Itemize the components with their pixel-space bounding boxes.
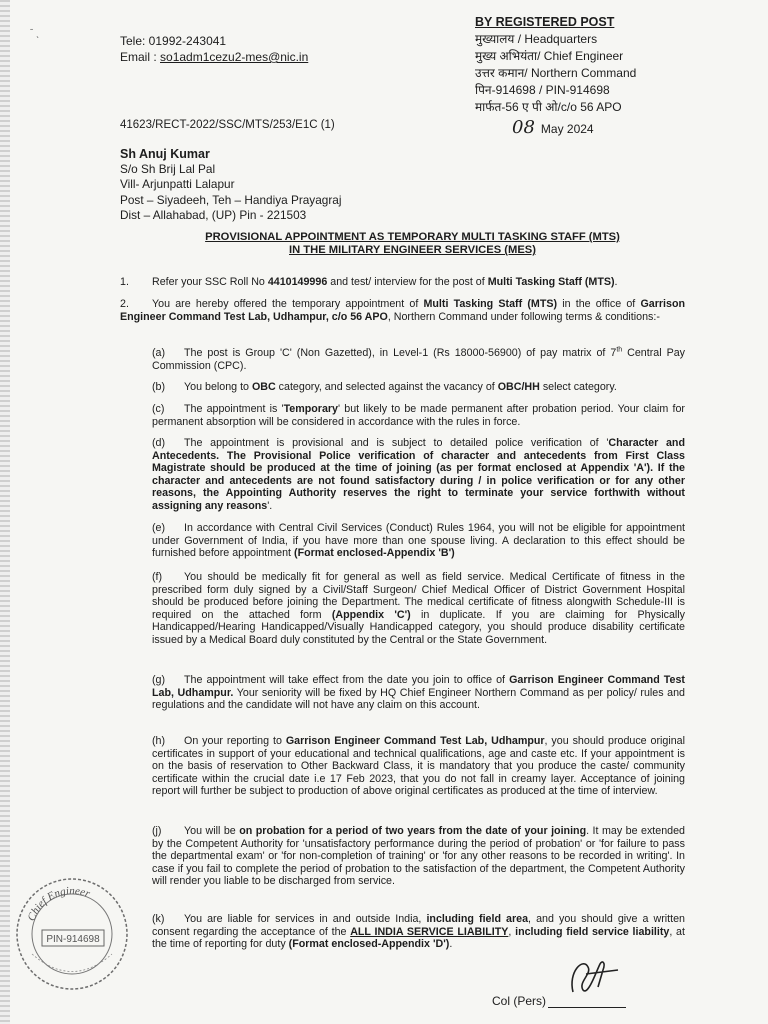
condition-label: (e) (152, 522, 166, 534)
paragraph-2 (120, 298, 685, 323)
condition-label: (g) (152, 674, 166, 686)
signature-line (548, 1007, 626, 1008)
address-line: S/o Sh Brij Lal Pal (120, 162, 216, 177)
address-line: Vill- Arjunpatti Lalapur (120, 177, 235, 192)
email-line (120, 49, 308, 65)
contact-block (120, 33, 308, 65)
date-month-year: May 2024 (540, 122, 594, 136)
probation-period: on probation for a period of two years from the date of your joining (239, 825, 587, 837)
condition-label: (j) (152, 825, 162, 837)
hq-line: मुख्यालय / Headquarters (475, 32, 598, 46)
para-text: and test/ interview for the post of (327, 276, 488, 288)
condition-bold-text: Character and Antecedents. The Provisional Police verification of character and antecedents from First Class Magistrate should be produced at the time of joining (as per format enclosed at Appendix 'A'). If the character and antecedents are not found satisfactory during / in police verification or for any other reasons, the Appointing Authority reserves the right to terminate your service forthwith without assigning any reasons (152, 437, 685, 512)
condition-text: . (449, 938, 453, 951)
condition-text: Central Pay Commission (CPC). (152, 347, 685, 372)
appendix-reference: (Format enclosed-Appendix 'D') (288, 938, 450, 951)
para-text: You are hereby offered the temporary appointment of (152, 298, 424, 310)
condition-label: (k) (152, 913, 165, 925)
condition-k (152, 913, 685, 951)
condition-text: The post is Group 'C' (Non Gazetted), in Level-1 (Rs 18000-56900) of pay matrix of 7 (184, 347, 617, 359)
signatory-designation: Col (Pers) (492, 994, 547, 1008)
stamp-text: Chief Engineer (25, 884, 92, 923)
condition-label: (a) (152, 347, 166, 359)
para-number: 1. (120, 276, 129, 288)
post-name: Multi Tasking Staff (MTS) (423, 298, 558, 310)
svg-text:Chief Engineer (26, 885, 93, 923)
para-text: , Northern Command under following terms & conditions:- (387, 310, 660, 323)
condition-text: You belong to (184, 381, 252, 393)
condition-text: On your reporting to (184, 735, 286, 747)
condition-text: The appointment will take effect from the date you join to office of (184, 674, 510, 686)
para-number: 2. (120, 298, 129, 310)
hq-line: मुख्य अभियंता/ Chief Engineer (475, 49, 624, 63)
subject-heading (120, 231, 705, 257)
service-liability: ALL INDIA SERVICE LIABILITY (350, 925, 509, 938)
recipient-name: Sh Anuj Kumar (120, 147, 210, 161)
email-address[interactable]: so1adm1cezu2-mes@nic.in (160, 50, 309, 64)
registered-post-label: BY REGISTERED POST (475, 15, 615, 29)
condition-text: You will be (184, 825, 240, 837)
condition-g (152, 674, 685, 712)
condition-text: , you should produce original certificates in support of your educational and technical qualifications, age and caste etc. If your appointment is on the basis of reservation to Other Backward Class, it is mandatory that you produce the caste/ community certificate within the crucial date i.e 17 Feb 2023, that you do not fall in creamy layer. Acceptance of joining report will further be subject to production of above original certificates as produced at the time of interview. (152, 735, 685, 798)
condition-j (152, 825, 685, 888)
condition-label: (d) (152, 437, 166, 449)
condition-text: , (508, 925, 516, 938)
condition-label: (c) (152, 403, 165, 415)
letter-date (512, 117, 594, 138)
condition-b (152, 381, 685, 394)
condition-text: '. (267, 499, 273, 512)
vacancy-category: OBC/HH (497, 381, 540, 393)
scan-edge (0, 0, 10, 1024)
appendix-reference: (Format enclosed-Appendix 'B') (294, 547, 455, 560)
recipient-address (120, 147, 341, 223)
condition-text: category, and selected against the vacancy of (275, 381, 498, 393)
condition-text: ' but likely to be made permanent after probation period. Your claim for permanent absorption will be considered in accordance with the rules in force. (152, 403, 685, 428)
field-area: including field area (426, 913, 529, 925)
subject-line-2: IN THE MILITARY ENGINEER SERVICES (MES) (289, 244, 536, 256)
condition-text: In accordance with Central Civil Services (Conduct) Rules 1964, you will not be eligible for appointment under Government of India, if you have more than one spouse living. A declaration to this effect should be furnished before appointment (152, 522, 685, 560)
hq-line: पिन-914698 / PIN-914698 (475, 83, 610, 97)
office-name: Garrison Engineer Command Test Lab, Udhampur (285, 735, 545, 747)
hq-line: उत्तर कमान/ Northern Command (475, 66, 637, 80)
condition-label: (b) (152, 381, 166, 393)
address-line: Dist – Allahabad, (UP) Pin - 221503 (120, 207, 307, 222)
condition-a (152, 347, 685, 372)
hq-line: मार्फत-56 ए पी ओ/c/o 56 APO (475, 100, 622, 114)
condition-label: (h) (152, 735, 166, 747)
para-text: Refer your SSC Roll No (152, 276, 268, 288)
roll-number: 4410149996 (267, 276, 328, 288)
condition-text: select category. (539, 381, 617, 393)
post-name: Multi Tasking Staff (MTS) (487, 276, 615, 288)
para-text: . (614, 276, 618, 288)
temporary-label: Temporary (283, 403, 339, 415)
stamp-pin: PIN-914698 (46, 934, 100, 945)
condition-text: The appointment is ' (184, 403, 284, 415)
condition-text: , and you should give a written consent regarding the acceptance of the (152, 913, 685, 938)
condition-text: You should be medically fit for general as well as field service. Medical Certificate of fitness in the prescribed form duly signed by a Civil/Staff Surgeon/ Chief Medical Officer of District Government Hospital should be produced before joining the Department. The medical certificate of fitness alongwith Schedule-III is required on the attached form (152, 571, 685, 621)
condition-f (152, 571, 685, 647)
subject-line-1: PROVISIONAL APPOINTMENT AS TEMPORARY MULTI TASKING STAFF (MTS) (205, 231, 620, 243)
condition-text: . It may be extended by the Competent Authority for 'unsatisfactory performance during the period of probation' or 'for failure to pass the departmental exam' or 'for non-completion of training' or 'for any other reasons to be recorded in writing'. In case if you fail to complete the period of probation to the satisfaction of the department, the Competent Authority will render you liable to be discharged from service. (152, 825, 685, 888)
condition-d (152, 437, 685, 513)
scan-mark: ˉ ˎ (30, 28, 40, 39)
category: OBC (251, 381, 276, 393)
telephone: Tele: 01992-243041 (120, 34, 227, 48)
paragraph-1 (120, 276, 685, 289)
para-text: in the office of (557, 298, 641, 310)
signature (548, 952, 638, 997)
official-seal-stamp (12, 874, 132, 994)
signoff-block (492, 994, 626, 1008)
date-day-handwritten: 08 (512, 117, 535, 138)
condition-text: , at the time of reporting for duty (152, 925, 685, 951)
condition-text: in duplicate. If you are claiming for Physically Handicapped/Hearing Handicapped/Visually Handicapped category, you should produce disability certificate issued by a Medical Board duly constituted by the Central or the State Government. (152, 608, 685, 646)
appendix-reference: (Appendix 'C') (331, 608, 411, 621)
superscript: th (616, 346, 623, 354)
office-name: Garrison Engineer Command Test Lab, Udhampur, c/o 56 APO (120, 298, 685, 323)
condition-text: The appointment is provisional and is subject to detailed police verification of ' (184, 437, 609, 449)
reference-number: 41623/RECT-2022/SSC/MTS/253/E1C (1) (120, 119, 335, 131)
condition-label: (f) (152, 571, 163, 583)
field-service-liability: including field service liability (515, 925, 670, 938)
email-label: Email : (120, 50, 161, 64)
condition-text: Your seniority will be fixed by HQ Chief Engineer Northern Command as per policy/ rules and regulations and the candidate will not have any claim on this account. (152, 686, 686, 712)
headquarters-block (475, 14, 636, 116)
condition-e (152, 522, 685, 560)
condition-h (152, 735, 685, 798)
office-name: Garrison Engineer Command Test Lab, Udhampur. (152, 674, 685, 699)
address-line: Post – Siyadeeh, Teh – Handiya Prayagraj (120, 192, 342, 207)
condition-c (152, 403, 685, 428)
condition-text: You are liable for services in and outside India, (184, 913, 427, 925)
